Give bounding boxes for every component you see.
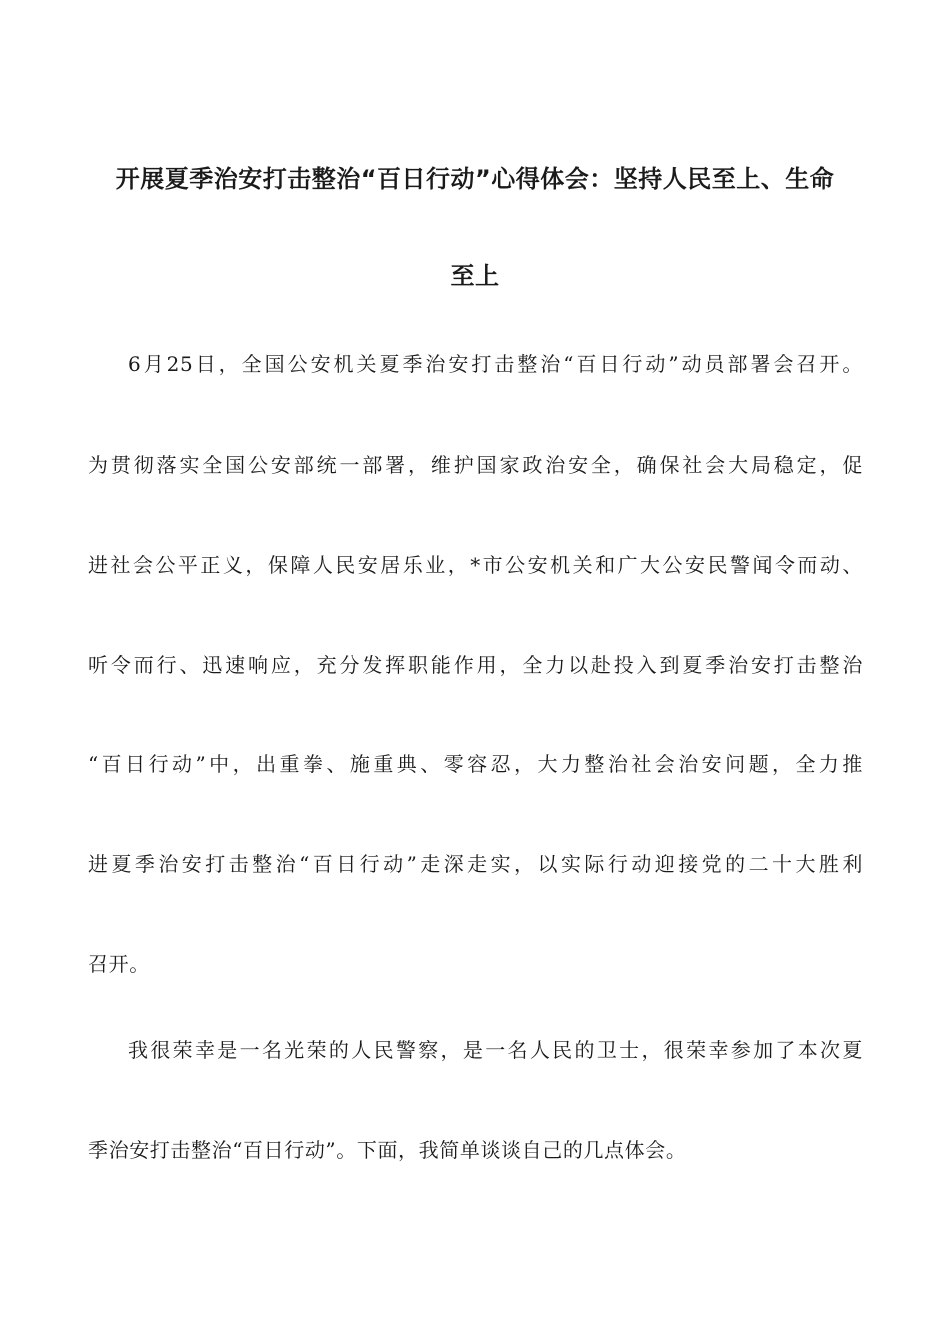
- paragraph-2-line-1: 我很荣幸是一名光荣的人民警察，是一名人民的卫士，很荣幸参加了本次夏: [128, 1038, 863, 1062]
- paragraph-1-line-5: “百日行动”中，出重拳、施重典、零容忍，大力整治社会治安问题，全力推: [88, 752, 863, 776]
- paragraph-1-line-4: 听令而行、迅速响应，充分发挥职能作用，全力以赴投入到夏季治安打击整治: [88, 653, 863, 677]
- document-title-line-1: 开展夏季治安打击整治“百日行动”心得体会：坚持人民至上、生命: [115, 165, 835, 193]
- paragraph-1-line-1: 6月25日，全国公安机关夏季治安打击整治“百日行动”动员部署会召开。: [128, 352, 863, 376]
- document-title-line-2: 至上: [450, 262, 500, 290]
- paragraph-2-line-2: 季治安打击整治“百日行动”。下面，我简单谈谈自己的几点体会。: [88, 1138, 687, 1162]
- paragraph-1-line-3: 进社会公平正义，保障人民安居乐业，*市公安机关和广大公安民警闻令而动、: [88, 553, 863, 577]
- paragraph-1-line-6: 进夏季治安打击整治“百日行动”走深走实，以实际行动迎接党的二十大胜利: [88, 852, 863, 876]
- paragraph-1-line-2: 为贯彻落实全国公安部统一部署，维护国家政治安全，确保社会大局稳定，促: [88, 453, 863, 477]
- paragraph-1-line-7: 召开。: [88, 952, 150, 976]
